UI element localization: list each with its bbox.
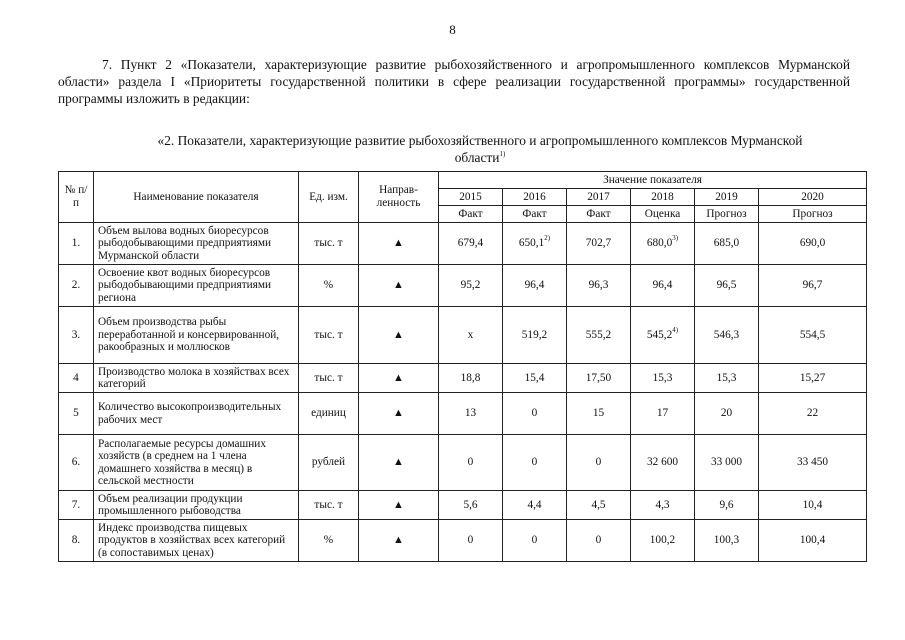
header-year: 2019 [695,189,759,206]
value-cell [631,393,695,435]
value-text: 15,3 [716,371,737,384]
value-text: 702,7 [585,237,612,249]
table-row [59,307,867,364]
value-cell [695,491,759,520]
table-row [59,265,867,307]
value-text: 0 [531,456,538,468]
table-title [150,132,810,166]
row-number: 7. [59,491,94,520]
value-cell [631,307,695,364]
value-cell [439,491,503,520]
direction-up-icon: ▲ [359,491,439,520]
value-cell [439,435,503,491]
intro-paragraph: 7. Пункт 2 «Показатели, характеризующие развитие рыбохозяйственного и агропромышленного комплексов Мурманской области» раздела I «Приоритеты государственной политики в сфере реализации государственной программы» государственной программы изложить в редакции: [58,57,850,106]
table-title-text: «2. Показатели, характеризующие развитие рыбохозяйственного и агропромышленного комплексов Мурманской области [157,133,803,165]
page-number: 8 [449,22,456,37]
direction-up-icon: ▲ [359,435,439,491]
row-number: 5 [59,393,94,435]
indicators-table [58,171,867,562]
value-cell [439,364,503,393]
direction-up-icon: ▲ [359,307,439,364]
value-text: 0 [595,456,602,468]
header-status: Прогноз [695,206,759,223]
header-status: Оценка [631,206,695,223]
header-year: 2015 [439,189,503,206]
value-cell [695,520,759,562]
value-cell [759,393,867,435]
value-text: 554,5 [799,328,826,341]
value-text: 100,2 [649,534,676,546]
value-cell [439,393,503,435]
indicator-name: Количество высокопроизводительных рабочих мест [94,393,299,435]
value-cell [503,520,567,562]
row-number: 2. [59,265,94,307]
direction-up-icon: ▲ [359,223,439,265]
value-cell [567,265,631,307]
row-number: 6. [59,435,94,491]
value-cell [503,364,567,393]
value-text: 32 600 [646,456,679,468]
value-text: 22 [806,407,819,419]
value-cell [631,223,695,265]
header-status: Факт [567,206,631,223]
value-text: 5,6 [463,498,478,511]
value-text: 650,1 [518,237,545,249]
unit-cell: тыс. т [299,491,359,520]
value-text: 17 [656,407,669,419]
value-text: 15,27 [799,371,826,384]
value-cell [759,491,867,520]
unit-cell: рублей [299,435,359,491]
value-footnote: 4) [672,325,679,334]
direction-up-icon: ▲ [359,364,439,393]
value-text: 96,4 [652,279,673,291]
value-cell [503,491,567,520]
row-number: 4 [59,364,94,393]
value-text: 96,4 [524,279,545,291]
value-text: 96,5 [716,279,737,291]
table-row [59,435,867,491]
value-text: 17,50 [585,371,612,384]
table-row [59,223,867,265]
direction-up-icon: ▲ [359,393,439,435]
table-row [59,393,867,435]
table-row [59,364,867,393]
row-number: 3. [59,307,94,364]
header-year: 2020 [759,189,867,206]
header-unit: Ед. изм. [299,172,359,223]
value-cell [695,223,759,265]
value-cell [503,435,567,491]
value-text: 0 [467,456,474,468]
value-text: 15,3 [652,371,673,384]
value-text: 96,3 [588,279,609,291]
value-cell [567,223,631,265]
value-cell [631,364,695,393]
value-cell [439,265,503,307]
value-cell [759,223,867,265]
indicator-name: Освоение квот водных биоресурсов рыбодобывающими предприятиями региона [94,265,299,307]
value-text: 96,7 [802,279,823,291]
value-text: 4,3 [655,498,670,511]
value-cell [631,491,695,520]
value-text: 100,3 [713,534,740,546]
value-text: 33 450 [796,456,829,468]
header-status: Факт [503,206,567,223]
value-cell [759,364,867,393]
value-cell [695,307,759,364]
indicator-name: Объем вылова водных биоресурсов рыбодобывающими предприятиями Мурманской области [94,223,299,265]
value-cell [759,435,867,491]
indicator-name: Производство молока в хозяйствах всех категорий [94,364,299,393]
value-text: 33 000 [710,456,743,468]
header-year: 2017 [567,189,631,206]
value-text: 100,4 [799,534,826,546]
value-text: 555,2 [585,328,612,341]
value-text: 18,8 [460,371,481,384]
unit-cell: тыс. т [299,364,359,393]
header-year: 2018 [631,189,695,206]
unit-cell: % [299,520,359,562]
value-cell [503,307,567,364]
table-row [59,491,867,520]
row-number: 1. [59,223,94,265]
direction-up-icon: ▲ [359,265,439,307]
value-text: 546,3 [713,328,740,341]
value-cell [567,364,631,393]
value-text: 519,2 [521,328,548,341]
value-text: 0 [595,534,602,546]
value-text: 685,0 [713,237,740,249]
value-text: 0 [467,534,474,546]
value-text: 0 [531,407,538,419]
value-cell [567,307,631,364]
unit-cell: единиц [299,393,359,435]
value-cell [567,435,631,491]
value-text: 4,5 [591,498,606,511]
unit-cell: тыс. т [299,223,359,265]
value-cell [631,520,695,562]
header-year: 2016 [503,189,567,206]
value-text: 9,6 [719,498,734,511]
value-text: 20 [720,407,733,419]
value-cell [503,223,567,265]
value-cell [759,520,867,562]
value-cell [567,393,631,435]
value-text: 545,2 [646,328,673,341]
value-text: 4,4 [527,498,542,511]
header-value-group: Значение показателя [439,172,867,189]
value-text: 13 [464,407,477,419]
value-cell [503,393,567,435]
value-cell [439,307,503,364]
value-cell [695,364,759,393]
unit-cell: тыс. т [299,307,359,364]
value-text: 95,2 [460,279,481,291]
value-text: 690,0 [799,237,826,249]
value-text: 10,4 [802,498,823,511]
value-footnote: 3) [672,234,679,242]
value-cell [695,265,759,307]
value-text: 680,0 [646,237,673,249]
header-name: Наименование показателя [94,172,299,223]
indicator-name: Индекс производства пищевых продуктов в хозяйствах всех категорий (в сопоставимых ценах) [94,520,299,562]
value-cell [631,265,695,307]
table-title-footnote: 1) [499,150,506,158]
indicator-name: Объем реализации продукции промышленного рыбоводства [94,491,299,520]
table-row [59,520,867,562]
value-text: х [467,328,474,341]
value-cell [695,435,759,491]
value-cell [567,491,631,520]
header-status: Прогноз [759,206,867,223]
value-cell [631,435,695,491]
value-cell [439,520,503,562]
indicator-name: Располагаемые ресурсы домашних хозяйств (в среднем на 1 члена домашнего хозяйства в месяц) в сельской местности [94,435,299,491]
unit-cell: % [299,265,359,307]
value-text: 15 [592,407,605,419]
value-text: 0 [531,534,538,546]
value-cell [759,307,867,364]
direction-up-icon: ▲ [359,520,439,562]
value-cell [695,393,759,435]
header-num: № п/п [59,172,94,223]
header-status: Факт [439,206,503,223]
value-footnote: 2) [544,234,551,242]
header-direction: Направ-ленность [359,172,439,223]
value-cell [759,265,867,307]
indicator-name: Объем производства рыбы переработанной и консервированной, ракообразных и моллюсков [94,307,299,364]
value-cell [567,520,631,562]
value-text: 679,4 [457,237,484,249]
value-cell [439,223,503,265]
value-cell [503,265,567,307]
value-text: 15,4 [524,371,545,384]
row-number: 8. [59,520,94,562]
